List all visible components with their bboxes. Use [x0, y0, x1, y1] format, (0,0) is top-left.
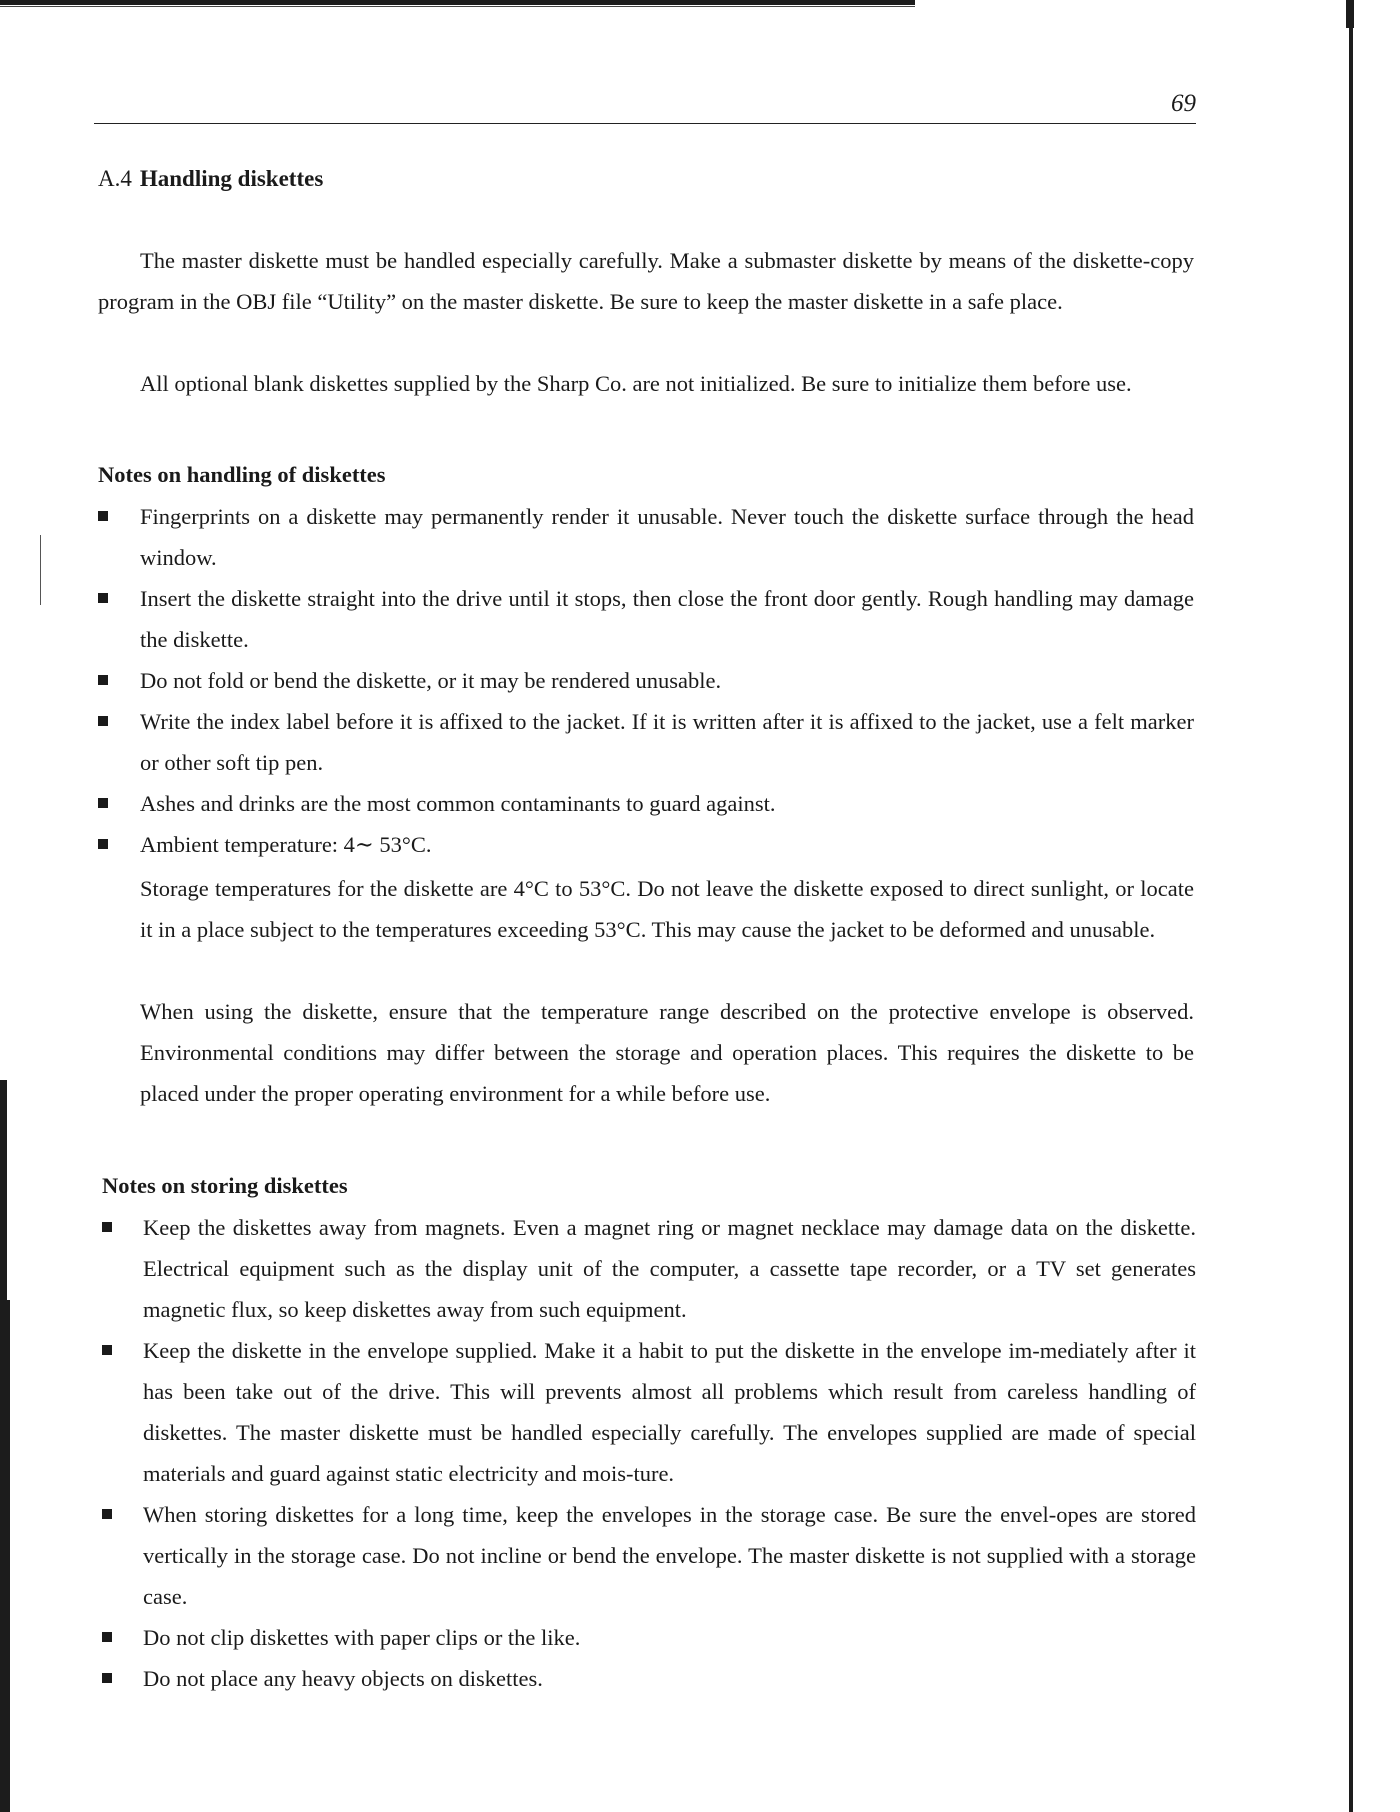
bullet-square-icon [98, 593, 108, 603]
bullet-square-icon [102, 1673, 112, 1683]
scan-border-top [0, 0, 915, 5]
scan-margin-mark [40, 535, 41, 605]
storing-note-text: Keep the diskette in the envelope supplied. Make it a habit to put the diskette in the envelope im-mediately after it has been take out of the drive. This will prevents almost all problems which result from careless handling of diskettes. The master diskette must be handled especially carefully. The envelopes supplied are made of special materials and guard against static electricity and mois-ture. [143, 1338, 1196, 1486]
storing-note-text: When storing diskettes for a long time, keep the envelopes in the storage case. Be sure the envel-opes are stored vertically in the storage case. Do not incline or bend the envelope. The master diskette is not supplied with a storage case. [143, 1502, 1196, 1609]
scan-border-left-lower [0, 1300, 10, 1812]
handling-note-item [98, 660, 1194, 701]
handling-note-text: Fingerprints on a diskette may permanently render it unusable. Never touch the diskette surface through the head window. [140, 504, 1194, 570]
intro-paragraph-1: The master diskette must be handled especially carefully. Make a submaster diskette by means of the diskette-copy program in the OBJ file “Utility” on the master diskette. Be sure to keep the master diskette in a safe place. [98, 248, 1194, 314]
storing-note-text: Do not place any heavy objects on diskettes. [143, 1666, 543, 1691]
scan-border-top-shadow [0, 6, 915, 7]
storing-note-text: Do not clip diskettes with paper clips or the like. [143, 1625, 581, 1650]
header-rule [94, 123, 1196, 124]
storing-note-item [102, 1207, 1196, 1330]
storing-note-item [102, 1658, 1196, 1699]
handling-note-item [98, 578, 1194, 660]
bullet-square-icon [102, 1345, 112, 1355]
handling-note-text: Ashes and drinks are the most common contaminants to guard against. [140, 791, 776, 816]
storing-note-item [102, 1617, 1196, 1658]
handling-note-item [98, 701, 1194, 783]
page-number: 69 [1171, 90, 1196, 117]
storing-note-text: Keep the diskettes away from magnets. Even a magnet ring or magnet necklace may damage data on the diskette. Electrical equipment such as the display unit of the computer, a cassette tape recorder, or a TV set generates magnetic flux, so keep diskettes away from such equipment. [143, 1215, 1196, 1322]
temperature-detail-paragraph-1: Storage temperatures for the diskette are 4°C to 53°C. Do not leave the diskette exposed to direct sunlight, or locate it in a place subject to the temperatures exceeding 53°C. This may cause the jacket to be deformed and unusable. [140, 876, 1194, 942]
section-heading [98, 166, 323, 192]
storing-note-item [102, 1494, 1196, 1617]
handling-note-text: Insert the diskette straight into the drive until it stops, then close the front door gently. Rough handling may damage the diskette. [140, 586, 1194, 652]
handling-note-text: Write the index label before it is affixed to the jacket. If it is written after it is affixed to the jacket, use a felt marker or other soft tip pen. [140, 709, 1194, 775]
bullet-square-icon [98, 675, 108, 685]
bullet-square-icon [98, 716, 108, 726]
handling-note-item [98, 496, 1194, 578]
section-number: A.4 [98, 166, 132, 191]
bullet-square-icon [98, 511, 108, 521]
intro-paragraph-2: All optional blank diskettes supplied by the Sharp Co. are not initialized. Be sure to initialize them before use. [140, 371, 1132, 396]
handling-notes-list [98, 496, 1194, 865]
handling-notes-heading: Notes on handling of diskettes [98, 462, 386, 487]
scan-border-right [1349, 2, 1353, 1812]
bullet-square-icon [102, 1222, 112, 1232]
temperature-detail-paragraph-2: When using the diskette, ensure that the temperature range described on the protective envelope is observed. Environmental conditions may differ between the storage and operation places. This requires the diskette to be placed under the proper operating environment for a while before use. [140, 999, 1194, 1106]
bullet-square-icon [98, 798, 108, 808]
section-title: Handling diskettes [139, 166, 324, 191]
bullet-square-icon [102, 1509, 112, 1519]
storing-note-item [102, 1330, 1196, 1494]
handling-note-item [98, 783, 1194, 824]
handling-note-text: Do not fold or bend the diskette, or it may be rendered unusable. [140, 668, 722, 693]
bullet-square-icon [98, 839, 108, 849]
handling-note-text: Ambient temperature: 4∼ 53°C. [140, 832, 432, 857]
bullet-square-icon [102, 1632, 112, 1642]
storing-notes-heading: Notes on storing diskettes [102, 1173, 348, 1198]
storing-notes-list [102, 1207, 1196, 1699]
handling-note-item [98, 824, 1194, 865]
